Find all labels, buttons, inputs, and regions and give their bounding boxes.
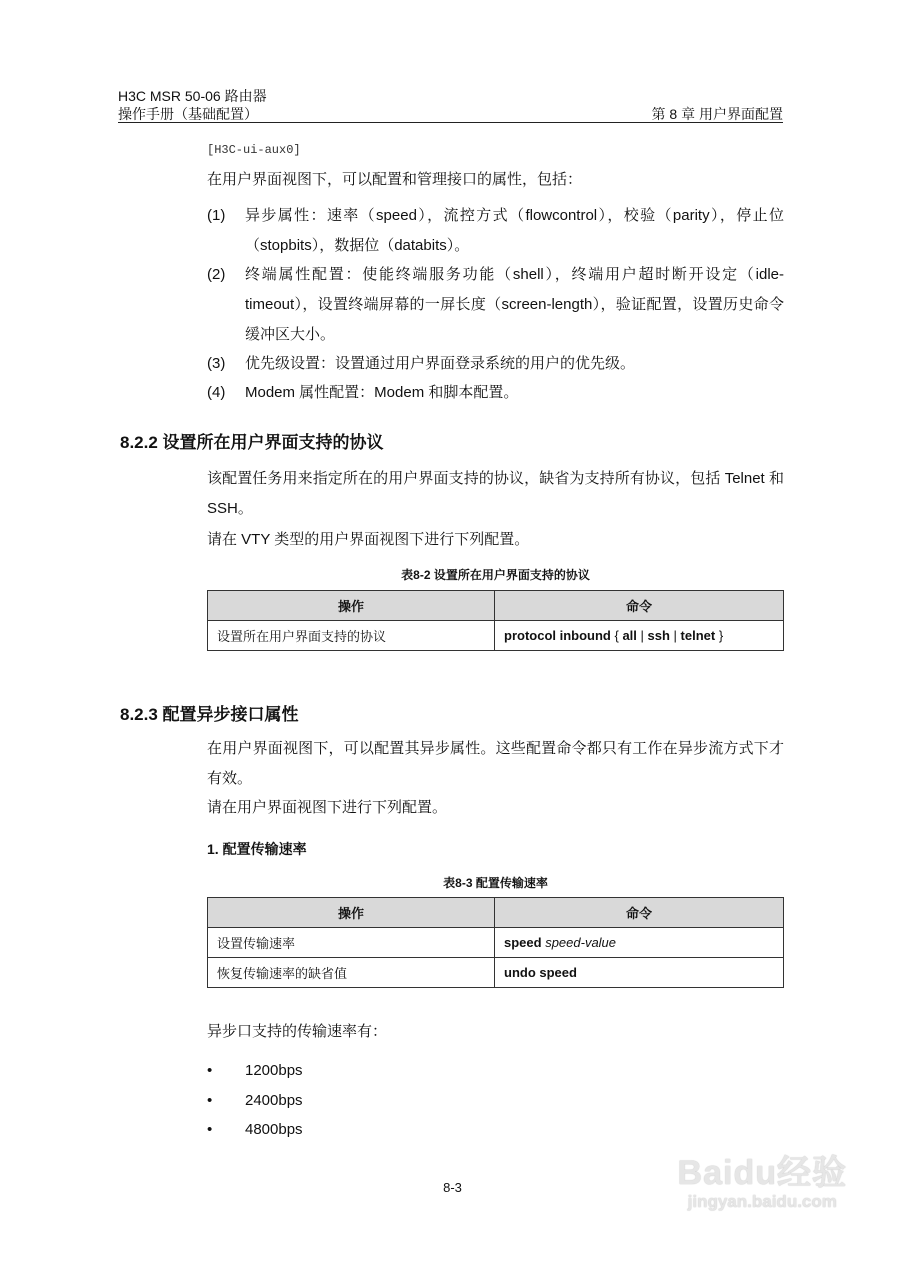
table-cell-command [495,621,784,651]
column-header: 操作 [208,898,495,928]
list-text: Modem 属性配置：Modem 和脚本配置。 [245,384,519,401]
list-item [207,1121,303,1138]
watermark-url: jingyan.baidu.com [687,1192,837,1211]
protocol-table [207,590,784,651]
command-keyword: all [622,628,637,643]
command-keyword: undo speed [504,965,577,980]
table-cell-operation: 设置传输速率 [208,928,495,958]
table-cell-operation: 恢复传输速率的缺省值 [208,958,495,988]
list-text: 终端属性配置：使能终端服务功能（shell），终端用户超时断开设定（idle-timeout），设置终端屏幕的一屏长度（screen-length），验证配置，设置历史命令缓冲区大小。 [245,266,784,343]
list-item [207,349,784,379]
command-argument: speed-value [541,935,617,950]
command-syntax: | [669,628,681,643]
header-rule [118,122,783,123]
list-item [207,378,784,408]
code-line: [H3C-ui-aux0] [207,143,301,157]
header-chapter: 第 8 章 用户界面配置 [651,106,783,122]
list-item [207,201,784,261]
command-syntax: { [610,628,623,643]
table-header-row [208,898,784,928]
table-cell-command [495,958,784,988]
table-row [208,958,784,988]
table-cell-operation: 设置所在用户界面支持的协议 [208,621,495,651]
table-caption: 表8-2 设置所在用户界面支持的协议 [401,568,590,582]
rate-value: 4800bps [245,1121,303,1138]
watermark-brand: Baidu经验 [677,1154,847,1192]
command-syntax: } [715,628,724,643]
column-header: 命令 [495,591,784,621]
command-keyword: telnet [680,628,716,643]
rate-value: 1200bps [245,1062,303,1079]
list-item [207,1092,303,1109]
rates-intro: 异步口支持的传输速率有： [207,1023,388,1040]
list-number: (2) [207,266,226,283]
list-text: 异步属性：速率（speed），流控方式（flowcontrol），校验（parity），停止位（stopbits），数据位（databits）。 [245,207,784,254]
command-keyword: speed [504,935,542,950]
page-number: 8-3 [443,1180,462,1195]
table-row [208,621,784,651]
section-823-paragraph: 在用户界面视图下，可以配置其异步属性。这些配置命令都只有工作在异步流方式下才有效。 [207,740,784,787]
section-823-instruction: 请在用户界面视图下进行下列配置。 [207,799,448,816]
bullet-icon: • [207,1062,213,1079]
intro-paragraph: 在用户界面视图下，可以配置和管理接口的属性，包括： [207,171,583,188]
header-manual: 操作手册（基础配置） [118,106,258,122]
column-header: 命令 [495,898,784,928]
list-item [207,260,784,350]
table-caption: 表8-3 配置传输速率 [443,876,548,890]
bullet-icon: • [207,1121,213,1138]
speed-table [207,897,784,988]
list-item [207,1062,303,1079]
list-text: 优先级设置：设置通过用户界面登录系统的用户的优先级。 [245,355,636,372]
subheading-speed: 1. 配置传输速率 [207,841,307,857]
baidu-watermark [678,1145,847,1212]
list-number: (3) [207,355,226,372]
header-product: H3C MSR 50-06 路由器 [118,88,267,104]
table-header-row [208,591,784,621]
section-822-instruction: 请在 VTY 类型的用户界面视图下进行下列配置。 [207,531,530,548]
command-keyword: ssh [647,628,670,643]
rate-value: 2400bps [245,1092,303,1109]
section-822-paragraph: 该配置任务用来指定所在的用户界面支持的协议，缺省为支持所有协议，包括 Telnet 和 SSH。 [207,470,784,517]
column-header: 操作 [208,591,495,621]
bullet-icon: • [207,1092,213,1109]
table-row [208,928,784,958]
list-number: (1) [207,207,226,224]
list-number: (4) [207,384,226,401]
command-keyword: protocol inbound [504,628,611,643]
command-syntax: | [636,628,648,643]
section-heading-822: 8.2.2 设置所在用户界面支持的协议 [120,433,384,452]
table-cell-command [495,928,784,958]
section-heading-823: 8.2.3 配置异步接口属性 [120,705,299,724]
